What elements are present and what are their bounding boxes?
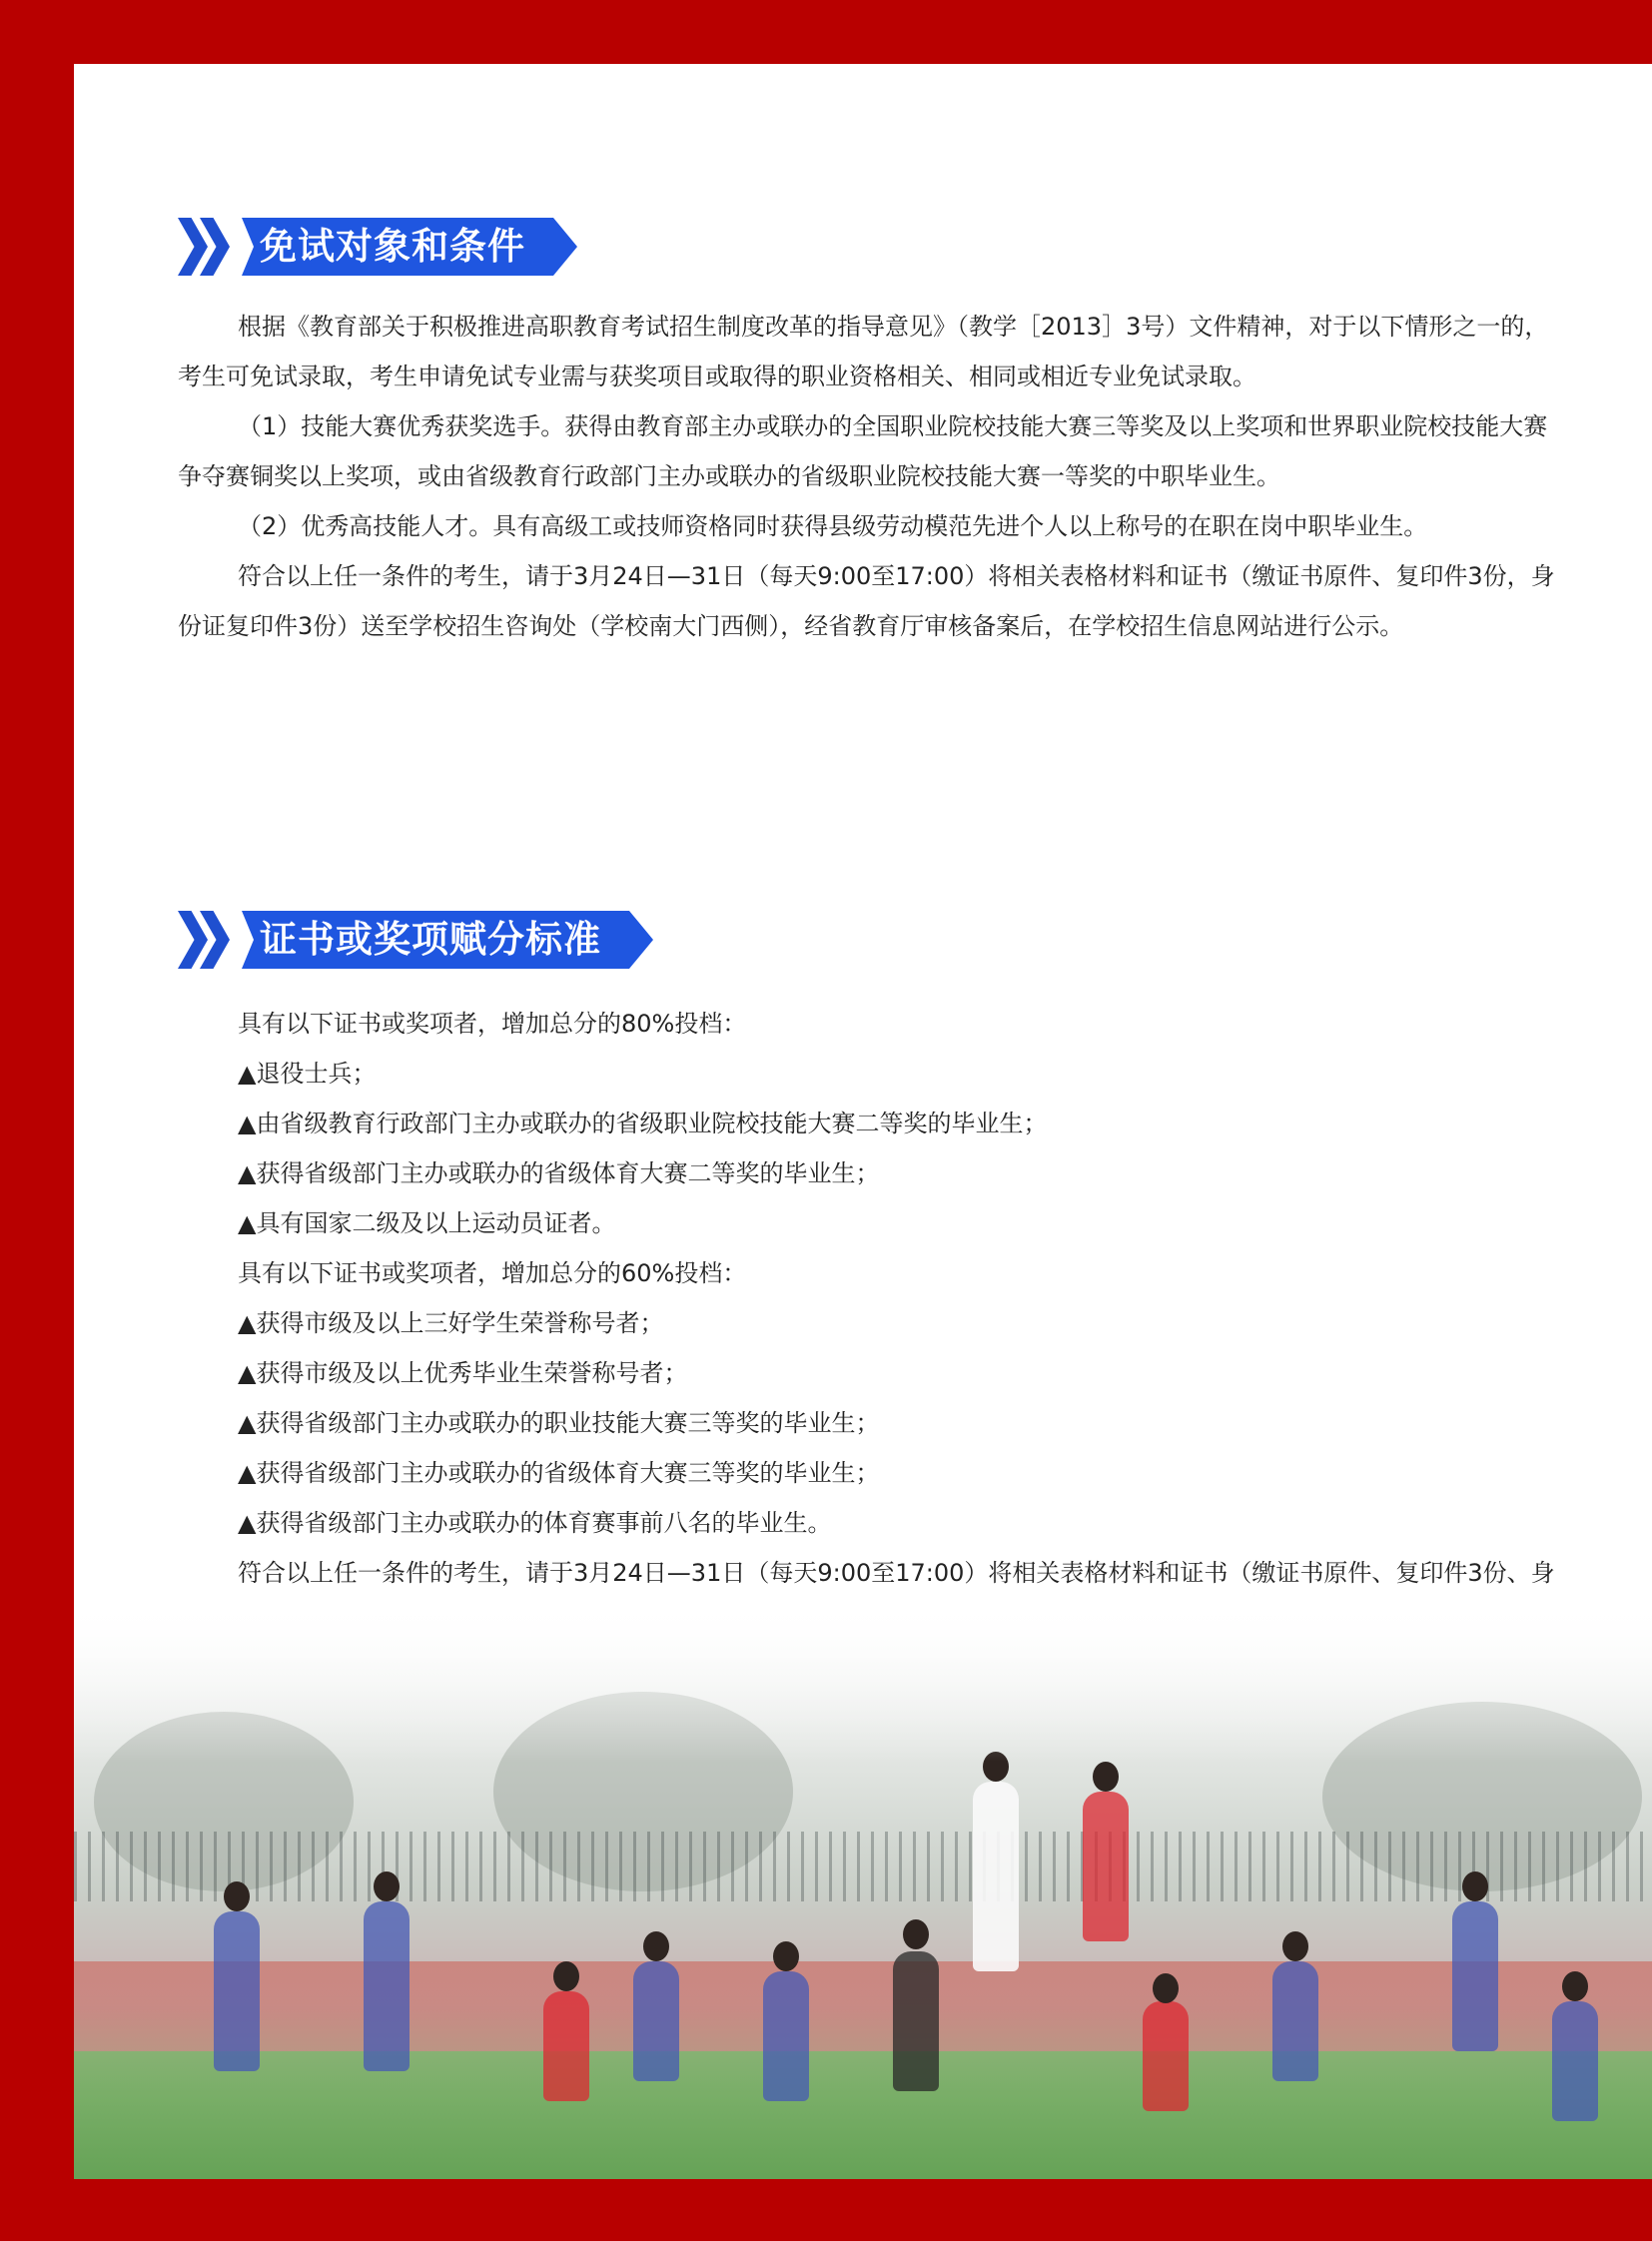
photo-fade (74, 1602, 1652, 1762)
page (74, 64, 1652, 2179)
paragraph: （2）优秀高技能人才。具有高级工或技师资格同时获得县级劳动模范先进个人以上称号的在职在岗中职毕业生。 (238, 512, 1428, 540)
list-item: ▲由省级教育行政部门主办或联办的省级职业院校技能大赛二等奖的毕业生； (238, 1110, 1048, 1137)
background-photo-cheerleaders (74, 1602, 1652, 2179)
person-shape (763, 1971, 809, 2101)
person-head (903, 1919, 929, 1949)
chevron-right-icon (178, 911, 208, 969)
section-body-exemption (178, 302, 1566, 651)
person-head (1282, 1931, 1308, 1961)
chevron-right-icon (178, 218, 208, 276)
person-head (1093, 1762, 1119, 1792)
person-head (374, 1871, 400, 1901)
grass-field (74, 2051, 1652, 2179)
section-body-scoring (178, 999, 1566, 1648)
list-item: ▲获得市级及以上优秀毕业生荣誉称号者； (238, 1359, 688, 1387)
paragraph: 符合以上任一条件的考生，请于3月24日—31日（每天9:00至17:00）将相关表格材料和证书（缴证书原件、复印件3份，身份证复印件3份）送至学校招生咨询处（学校南大门西侧），经省教育厅审核备案后，在学校招生信息网站进行公示。 (178, 562, 1555, 640)
person-shape (893, 1951, 939, 2091)
person-head (224, 1881, 250, 1911)
person-shape (973, 1782, 1019, 1971)
paragraph: 根据《教育部关于积极推进高职教育考试招生制度改革的指导意见》（教学［2013］3号）文件精神，对于以下情形之一的，考生可免试录取，考生申请免试专业需与获奖项目或取得的职业资格相关、相同或相近专业免试录取。 (178, 313, 1549, 390)
person-head (553, 1961, 579, 1991)
person-head (1153, 1973, 1179, 2003)
person-shape (633, 1961, 679, 2081)
person-shape (1083, 1792, 1129, 1941)
section-title: 证书或奖项赋分标准 (260, 918, 601, 961)
paragraph: 符合以上任一条件的考生，请于3月24日—31日（每天9:00至17:00）将相关表格材料和证书（缴证书原件、复印件3份、身 (238, 1559, 1555, 1587)
list-item: ▲具有国家二级及以上运动员证者。 (238, 1209, 616, 1237)
person-shape (214, 1911, 260, 2071)
person-head (1562, 1971, 1588, 2001)
list-item: ▲退役士兵； (238, 1060, 377, 1088)
list-item: ▲获得省级部门主办或联办的体育赛事前八名的毕业生。 (238, 1509, 832, 1537)
person-shape (364, 1901, 410, 2071)
section-title: 免试对象和条件 (260, 225, 525, 268)
person-shape (1452, 1901, 1498, 2051)
person-head (643, 1931, 669, 1961)
paragraph: （1）技能大赛优秀获奖选手。获得由教育部主办或联办的全国职业院校技能大赛三等奖及以上奖项和世界职业院校技能大赛争夺赛铜奖以上奖项，或由省级教育行政部门主办或联办的省级职业院校技能大赛一等奖的中职毕业生。 (178, 412, 1548, 490)
list-item: ▲获得市级及以上三好学生荣誉称号者； (238, 1309, 664, 1337)
person-head (1462, 1871, 1488, 1901)
running-track (74, 1961, 1652, 2051)
list-intro: 具有以下证书或奖项者，增加总分的60%投档： (238, 1259, 747, 1287)
person-head (773, 1941, 799, 1971)
list-item: ▲获得省级部门主办或联办的省级体育大赛三等奖的毕业生； (238, 1459, 880, 1487)
person-shape (543, 1991, 589, 2101)
list-intro: 具有以下证书或奖项者，增加总分的80%投档： (238, 1010, 747, 1038)
list-item: ▲获得省级部门主办或联办的职业技能大赛三等奖的毕业生； (238, 1409, 880, 1437)
fence (74, 1832, 1652, 1901)
list-item: ▲获得省级部门主办或联办的省级体育大赛二等奖的毕业生； (238, 1159, 880, 1187)
person-shape (1143, 2001, 1189, 2111)
person-shape (1272, 1961, 1318, 2081)
person-shape (1552, 2001, 1598, 2121)
